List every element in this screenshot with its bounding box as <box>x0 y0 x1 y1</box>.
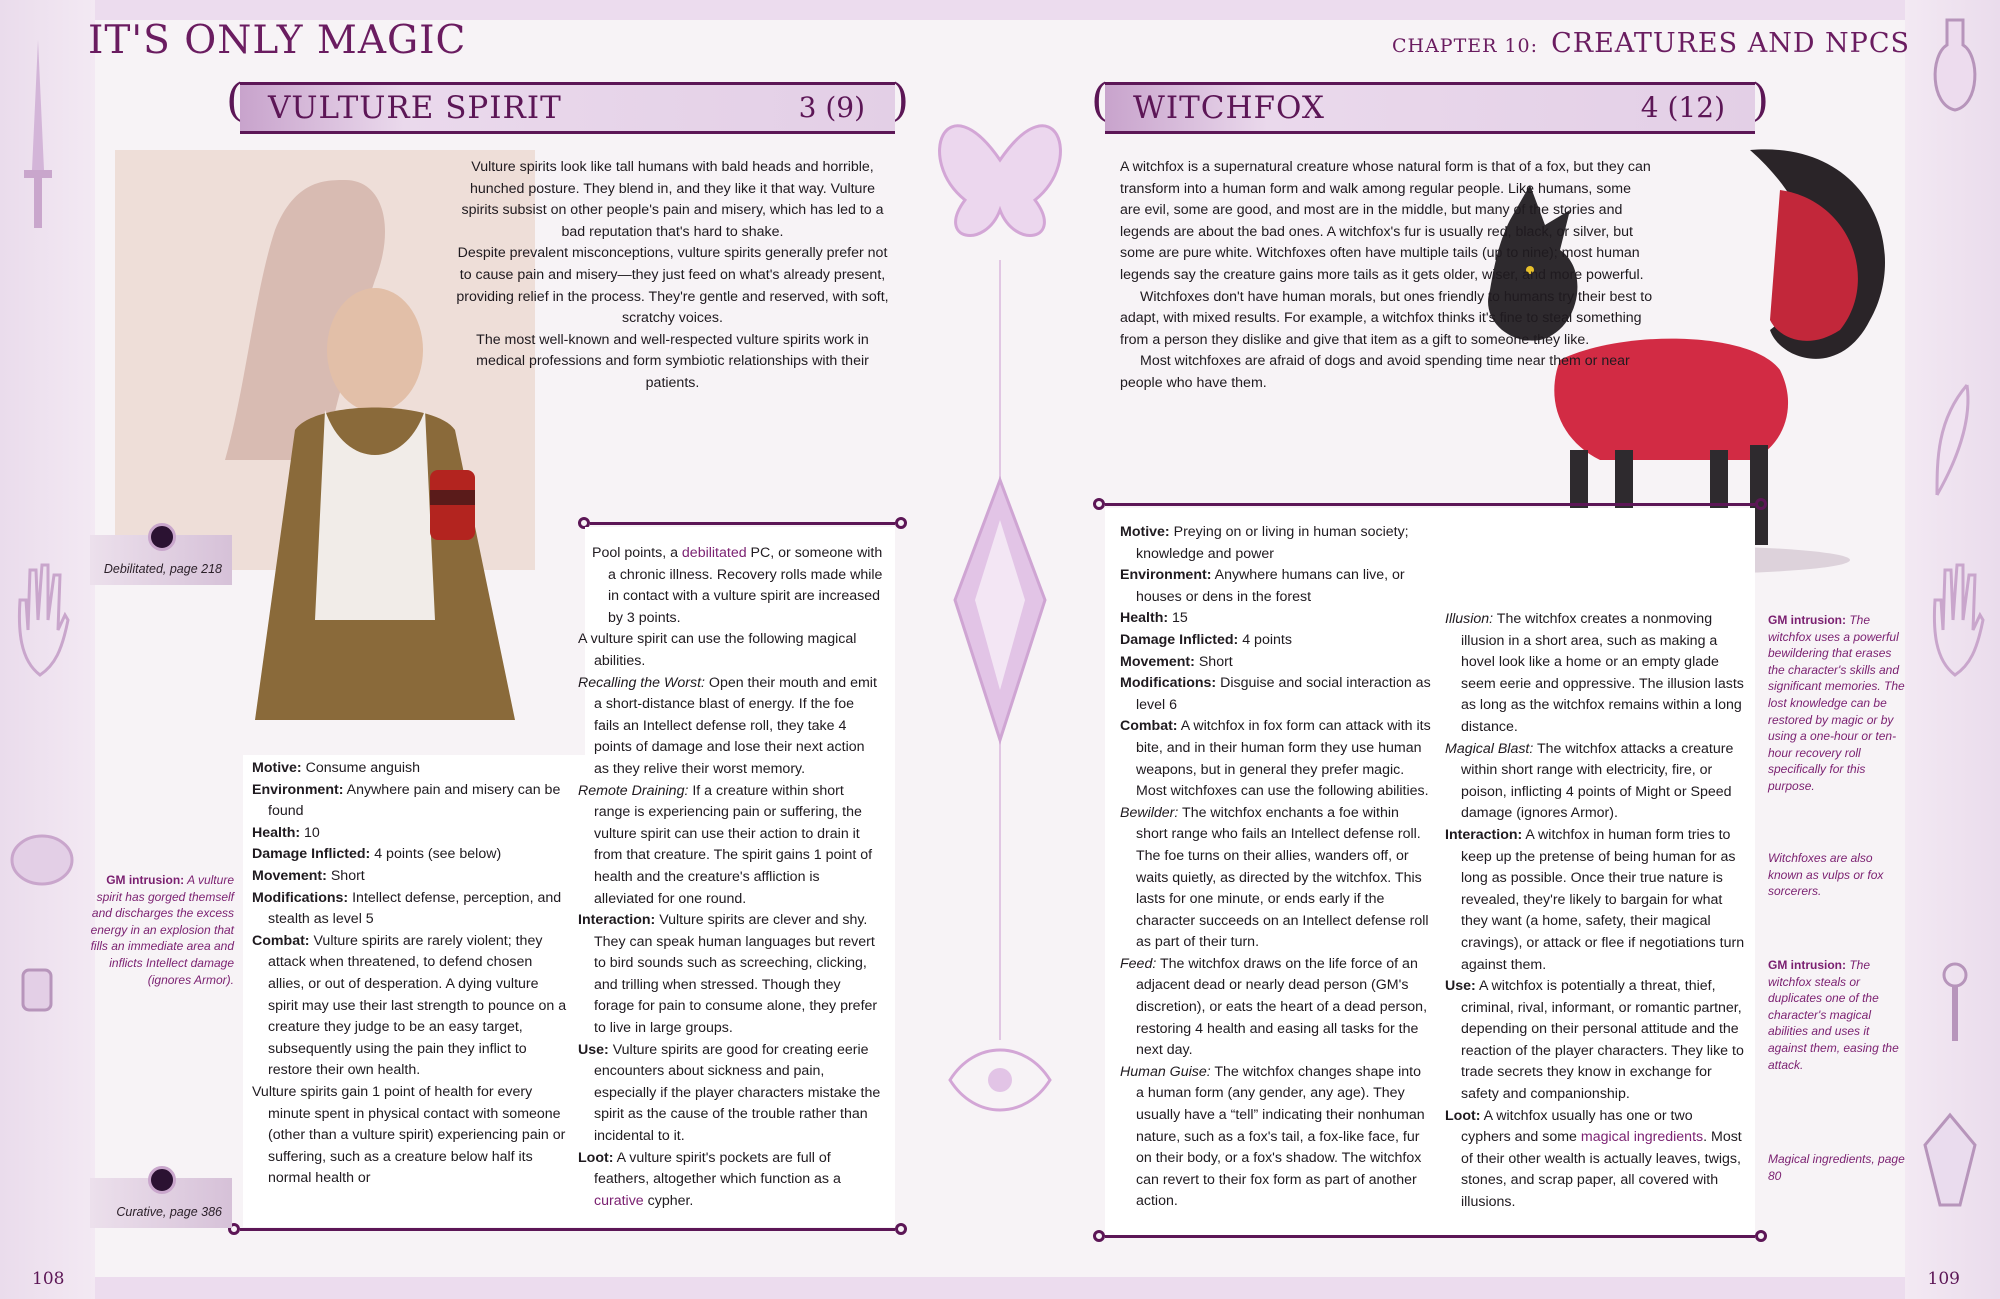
gm-intrusion-label: GM intrusion: <box>1768 613 1846 627</box>
loot-label: Loot: <box>1445 1107 1481 1124</box>
xref-text: Debilitated, page 218 <box>103 562 222 576</box>
vulture-gm-intrusion <box>88 872 234 988</box>
pool-points-line <box>578 543 883 629</box>
ability-label: Bewilder: <box>1120 804 1179 821</box>
ability-label: Illusion: <box>1445 611 1494 627</box>
key-icon <box>1930 960 1980 1050</box>
ability-label: Recalling the Worst: <box>578 674 705 691</box>
stat-block-rule <box>1105 503 1755 506</box>
movement-value: Short <box>330 867 365 884</box>
book-title-running-head: IT'S ONLY MAGIC <box>88 18 467 63</box>
magical-ingredients-link[interactable]: magical ingredients <box>1580 1129 1704 1146</box>
use-line <box>578 1040 883 1148</box>
banner-curl-ornament: ) <box>891 75 909 126</box>
interaction-label: Interaction: <box>578 912 656 929</box>
dagger-icon <box>18 40 58 240</box>
banner-curl-ornament: ( <box>1091 75 1109 126</box>
bewilder-line <box>1120 803 1432 954</box>
health-label: Health: <box>1120 610 1169 627</box>
interaction-value: A witchfox in human form tries to keep up the pretense of being human for as long as possible. Once their true nature is revealed, they're likely to bargain for what they want (a home, safety, their magical cravings), or attack or flee if negotiations turn against them. <box>1461 826 1745 973</box>
feather-icon <box>1927 380 1977 500</box>
combat-continued: Vulture spirits gain 1 point of health for every minute spent in physical contact with someone (other than a vulture spirit) experiencing pain or suffering, such as a creature below half its normal health or <box>252 1083 566 1187</box>
ability-text: If a creature within short range is experiencing pain or suffering, the vulture spirit can use their action to drain it from that creature. The spirit gains 1 point of health and the creature's affliction is alleviated for one round. <box>594 782 873 907</box>
loot-line <box>578 1148 883 1213</box>
xref-text: Curative, page 386 <box>116 1205 222 1219</box>
movement-line <box>1120 652 1432 674</box>
modifications-line <box>252 888 570 931</box>
loot-text: cypher. <box>643 1192 694 1209</box>
intro-paragraph: A witchfox is a supernatural creature whose natural form is that of a fox, but they can transform into a human form and walk among regular people. Like humans, some are evil, some are good, and most are in the middle, but many of the stories and legends are about the bad ones. A witchfox's fur is usually red, black, or silver, but some are pure white. Witchfoxes often have multiple tails (up to nine); most human legends say the creature gains more tails as it gets older, wiser, and more powerful. <box>1120 159 1651 283</box>
use-label: Use: <box>1445 978 1476 995</box>
modifications-label: Modifications: <box>252 889 349 906</box>
use-line <box>1445 976 1745 1106</box>
modifications-line <box>1120 673 1432 716</box>
ability-text: The witchfox draws on the life force of an adjacent dead or nearly dead person (GM's discretion), or eats the heart of a dead person, restoring 4 health and easing all tasks for the next day. <box>1136 955 1428 1059</box>
witchfox-stat-block-col1 <box>1120 522 1432 1213</box>
motive-label: Motive: <box>252 760 302 776</box>
loot-label: Loot: <box>578 1149 614 1166</box>
eye-icon <box>950 1050 1050 1110</box>
center-gutter-ornament <box>905 40 1095 1280</box>
interaction-label: Interaction: <box>1445 826 1523 843</box>
remote-draining-line <box>578 781 883 911</box>
loot-text: A vulture spirit's pockets are full of feathers, altogether which function as a <box>594 1149 841 1188</box>
loot-text: . Most of their other wealth is actually leaves, twigs, stones, and scrap paper, all covered with illusions. <box>1461 1129 1742 1211</box>
ability-text: The witchfox attacks a creature within short range with electricity, fire, or poison, inflicting 4 points of Might or Speed damage (ignores Armor). <box>1461 740 1734 822</box>
stat-block-rule <box>590 522 895 525</box>
environment-line <box>252 780 570 823</box>
witchfox-intro <box>1120 157 1655 395</box>
combat-value: Vulture spirits are rarely violent; they attack when threatened, to defend chosen allies, or out of desperation. A dying vulture spirit may use their last strength to pounce on a creature they judge to be an easy target, subsequently using the pain they inflict to restore their own health. <box>268 932 567 1079</box>
stat-block-rule <box>1105 1235 1755 1238</box>
stat-block-rule <box>240 1228 895 1231</box>
gm-intrusion-label: GM intrusion: <box>1768 958 1846 972</box>
vulture-spirit-intro <box>455 157 890 395</box>
ability-label: Human Guise: <box>1120 1063 1211 1080</box>
creature-name: WITCHFOX <box>1133 90 1325 126</box>
environment-value: Anywhere humans can live, or houses or dens in the forest <box>1136 567 1405 605</box>
ability-text: Open their mouth and emit a short-distance blast of energy. If the foe fails an Intellect defense roll, they take 4 points of damage and lose their next action as they relive their worst memory. <box>594 674 877 777</box>
movement-value: Short <box>1198 653 1233 670</box>
intro-paragraph: Despite prevalent misconceptions, vulture spirits generally prefer not to cause pain and misery—they just feed on what's already present, providing relief in the process. They're gentle and reserved, with soft, scratchy voices. <box>456 245 889 327</box>
chapter-title: CREATURES AND NPCS <box>1551 28 1910 59</box>
page-number-right: 109 <box>1927 1269 1960 1289</box>
witchfox-gm-intrusion-2 <box>1768 957 1908 1073</box>
moon-bullet-icon <box>148 523 176 551</box>
combat-line <box>252 931 570 1082</box>
ability-text: The witchfox changes shape into a human form (any gender, any age). They usually have a “tell” indicating their nonhuman nature, such as a fox's tail, a fox-like face, fur on their body, or a fox's shadow. The witchfox can revert to their fox form as part of another action. <box>1136 1063 1425 1210</box>
hand-icon <box>1925 560 1985 680</box>
illusion-line <box>1445 609 1745 739</box>
ability-text: The witchfox creates a nonmoving illusion in a short area, such as making a hovel look like a home or an empty glade seem eerie and oppressive. The illusion lasts as long as the witchfox remains within a long distance. <box>1461 611 1744 735</box>
debilitated-page-reference[interactable] <box>90 535 232 585</box>
damage-label: Damage Inflicted: <box>1120 631 1239 648</box>
gm-intrusion-text: The witchfox uses a powerful bewildering that erases the character's skills and significant memories. The lost knowledge can be restored by magic or by using a one-hour or ten-hour recovery roll specifically for this purpose. <box>1768 613 1905 793</box>
human-guise-line <box>1120 1062 1432 1213</box>
moon-bullet-icon <box>148 1166 176 1194</box>
environment-label: Environment: <box>1120 567 1212 584</box>
creature-name: VULTURE SPIRIT <box>268 90 562 126</box>
intro-paragraph: Witchfoxes don't have human morals, but ones friendly to humans try their best to adapt, with mixed results. For example, a witchfox thinks it's fine to steal something from a person they dislike and give that item as a gift to someone they like. <box>1120 288 1653 348</box>
magical-ingredients-page-reference[interactable]: Magical ingredients, page 80 <box>1768 1152 1905 1183</box>
vulture-stat-block-col1 <box>252 758 570 1190</box>
combat-line <box>1120 716 1432 802</box>
motive-value: Preying on or living in human society; knowledge and power <box>1136 524 1409 562</box>
combat-label: Combat: <box>1120 718 1178 735</box>
ornament-graphic <box>905 40 1095 1280</box>
magical-blast-line <box>1445 739 1745 825</box>
use-value: A witchfox is potentially a threat, thief, criminal, rival, informant, or romantic partner, depending on their personal attitude and the reaction of the player characters. They like to trade secrets they know in exchange for safety and companionship. <box>1461 978 1744 1103</box>
loot-text: A witchfox usually has one or two cyphers and some <box>1461 1107 1693 1146</box>
debilitated-link[interactable]: debilitated <box>681 545 747 561</box>
recalling-the-worst-line <box>578 673 883 781</box>
health-line <box>252 823 570 845</box>
potion-bottle-icon <box>1925 15 1985 115</box>
top-border <box>0 0 2000 20</box>
gm-intrusion-text: A vulture spirit has gorged themself and discharges the excess energy in an explosion that fills an immediate area and inflicts Intellect damage (ignores Armor). <box>90 873 234 987</box>
pool-text: PC, or someone with a chronic illness. Recovery rolls made while in contact with a vulture spirit are increased by 3 points. <box>608 545 883 626</box>
banner-curl-ornament: ( <box>226 75 244 126</box>
ability-label: Remote Draining: <box>578 782 689 799</box>
chapter-running-head <box>1392 28 1910 59</box>
modifications-value: Intellect defense, perception, and stealth as level 5 <box>268 889 562 928</box>
intro-paragraph: The most well-known and well-respected vulture spirits work in medical professions and form symbiotic relationships with their patients. <box>476 331 869 391</box>
creature-level: 4 (12) <box>1640 91 1725 124</box>
abilities-intro: A vulture spirit can use the following magical abilities. <box>578 631 857 669</box>
page-number-left: 108 <box>32 1269 65 1289</box>
damage-line <box>1120 630 1432 652</box>
health-line <box>1120 608 1432 630</box>
vulture-spirit-banner <box>226 75 909 134</box>
interaction-line <box>578 910 883 1040</box>
curative-page-reference[interactable] <box>90 1178 232 1228</box>
environment-label: Environment: <box>252 781 344 798</box>
vulture-stat-block-col2 <box>578 543 883 1212</box>
motive-label: Motive: <box>1120 524 1170 540</box>
modifications-label: Modifications: <box>1120 675 1217 692</box>
motive-value: Consume anguish <box>305 760 420 776</box>
bottom-border <box>0 1277 2000 1299</box>
health-value: 10 <box>304 824 320 841</box>
use-value: Vulture spirits are good for creating eerie encounters about sickness and pain, especially if the player characters mistake the spirit as the cause of the trouble rather than incidental to it. <box>594 1041 881 1145</box>
chapter-label: CHAPTER 10: <box>1391 35 1539 57</box>
combat-value: A witchfox in fox form can attack with its bite, and in their human form they use human weapons, but in general they prefer magic. Most witchfoxes can use the following abilities. <box>1136 718 1431 800</box>
health-value: 15 <box>1172 610 1188 627</box>
witchfox-name-note: Witchfoxes are also known as vulps or fox sorcerers. <box>1768 851 1884 899</box>
ability-text: The witchfox enchants a foe within short range who fails an Intellect defense roll. The foe turns on their allies, wanders off, or waits quietly, as directed by the witchfox. This lasts for one minute, or ends early if the character succeeds on an Intellect defense roll as part of their turn. <box>1136 804 1429 951</box>
loot-line <box>1445 1106 1745 1214</box>
movement-label: Movement: <box>252 867 327 884</box>
witchfox-gm-intrusion <box>1768 612 1908 795</box>
intro-paragraph: Vulture spirits look like tall humans with bald heads and horrible, hunched posture. They blend in, and they like it that way. Vulture spirits subsist on other people's pain and misery, which has led to a bad reputation that's hard to shake. <box>461 159 884 240</box>
motive-line <box>252 758 570 780</box>
damage-value: 4 points <box>1242 631 1292 648</box>
motive-line <box>1120 522 1432 565</box>
environment-line <box>1120 565 1432 608</box>
crystal-icon <box>1920 1110 1980 1210</box>
creature-level: 3 (9) <box>798 91 865 124</box>
modifications-value: Disguise and social interaction as level 6 <box>1136 675 1431 713</box>
witchfox-banner <box>1091 75 1769 134</box>
plug-icon <box>8 950 68 1030</box>
movement-label: Movement: <box>1120 653 1195 670</box>
gm-intrusion-label: GM intrusion: <box>106 873 185 887</box>
intro-paragraph: Most witchfoxes are afraid of dogs and avoid spending time near them or near people who have them. <box>1120 353 1630 391</box>
combat-label: Combat: <box>252 932 310 949</box>
feed-line <box>1120 954 1432 1062</box>
banner-curl-ornament: ) <box>1751 75 1769 126</box>
damage-label: Damage Inflicted: <box>252 846 371 863</box>
hand-icon <box>10 560 70 680</box>
interaction-line <box>1445 825 1745 976</box>
health-label: Health: <box>252 824 301 841</box>
butterfly-icon <box>940 126 1061 236</box>
gm-intrusion-text: The witchfox steals or duplicates one of the character's magical abilities and uses it against them, easing the attack. <box>1768 958 1899 1072</box>
curative-link[interactable]: curative <box>594 1192 644 1209</box>
damage-line <box>252 844 570 866</box>
ability-label: Magical Blast: <box>1445 740 1534 757</box>
pool-text: Pool points, a <box>592 545 682 561</box>
ability-label: Feed: <box>1120 955 1157 972</box>
movement-line <box>252 866 570 888</box>
witchfox-stat-block-col2 <box>1445 609 1745 1214</box>
use-label: Use: <box>578 1041 609 1058</box>
interaction-value: Vulture spirits are clever and shy. They can speak human languages but revert to bird sounds such as screeching, clicking, and trilling when stressed. Though they forage for pain to consume alone, they prefer to live in large groups. <box>594 912 878 1037</box>
environment-value: Anywhere pain and misery can be found <box>268 781 561 820</box>
damage-value: 4 points (see below) <box>374 846 502 863</box>
teapot-icon <box>2 820 82 890</box>
